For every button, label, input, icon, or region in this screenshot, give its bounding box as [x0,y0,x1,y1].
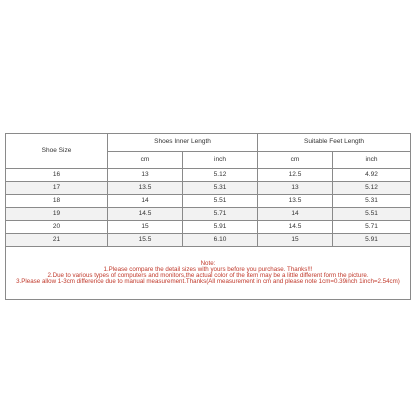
header-shoe-size: Shoe Size [6,134,108,169]
note-line-1: 1.Please compare the detail sizes with yours before you purchase. Thanks!!! [103,265,313,273]
cell-inner-cm: 13.5 [108,182,183,195]
header-feet-cm: cm [258,152,333,169]
header-feet-length: Suitable Feet Length [258,134,411,152]
cell-feet-inch: 5.51 [333,208,411,221]
cell-feet-cm: 12.5 [258,169,333,182]
note-line-2: 2.Due to various types of computers and monitors,the actual color of the item may be a little different form the picture. [47,272,369,279]
cell-feet-cm: 14 [258,208,333,221]
cell-inner-inch: 5.91 [183,221,258,234]
cell-size: 20 [6,221,108,234]
cell-feet-inch: 5.12 [333,182,411,195]
cell-inner-inch: 5.71 [183,208,258,221]
cell-feet-cm: 14.5 [258,221,333,234]
header-inner-length: Shoes Inner Length [108,134,258,152]
note-title: Note: [200,259,216,267]
table-row [6,221,411,234]
cell-inner-cm: 15 [108,221,183,234]
cell-feet-cm: 13.5 [258,195,333,208]
cell-size: 21 [6,234,108,247]
cell-inner-cm: 14 [108,195,183,208]
cell-feet-inch: 4.92 [333,169,411,182]
table-row [6,234,411,247]
table-row [6,182,411,195]
header-feet-inch: inch [333,152,411,169]
cell-feet-inch: 5.31 [333,195,411,208]
table-row [6,169,411,182]
cell-inner-cm: 15.5 [108,234,183,247]
cell-feet-cm: 13 [258,182,333,195]
size-table [5,133,411,300]
cell-inner-inch: 5.12 [183,169,258,182]
header-inner-cm: cm [108,152,183,169]
cell-inner-inch: 6.10 [183,234,258,247]
size-chart [5,133,410,300]
note-line-3: 3.Please allow 1-3cm difference due to manual measurement.Thanks(All measurement in cm and please note 1cm=0.39inch 1inch=2.54cm) [16,278,400,286]
cell-inner-inch: 5.51 [183,195,258,208]
table-row [6,208,411,221]
cell-feet-inch: 5.71 [333,221,411,234]
cell-size: 18 [6,195,108,208]
notes-panel [6,247,411,300]
cell-size: 16 [6,169,108,182]
cell-inner-cm: 13 [108,169,183,182]
cell-size: 19 [6,208,108,221]
cell-feet-cm: 15 [258,234,333,247]
header-inner-inch: inch [183,152,258,169]
cell-inner-inch: 5.31 [183,182,258,195]
cell-inner-cm: 14.5 [108,208,183,221]
cell-feet-inch: 5.91 [333,234,411,247]
table-row [6,195,411,208]
cell-size: 17 [6,182,108,195]
